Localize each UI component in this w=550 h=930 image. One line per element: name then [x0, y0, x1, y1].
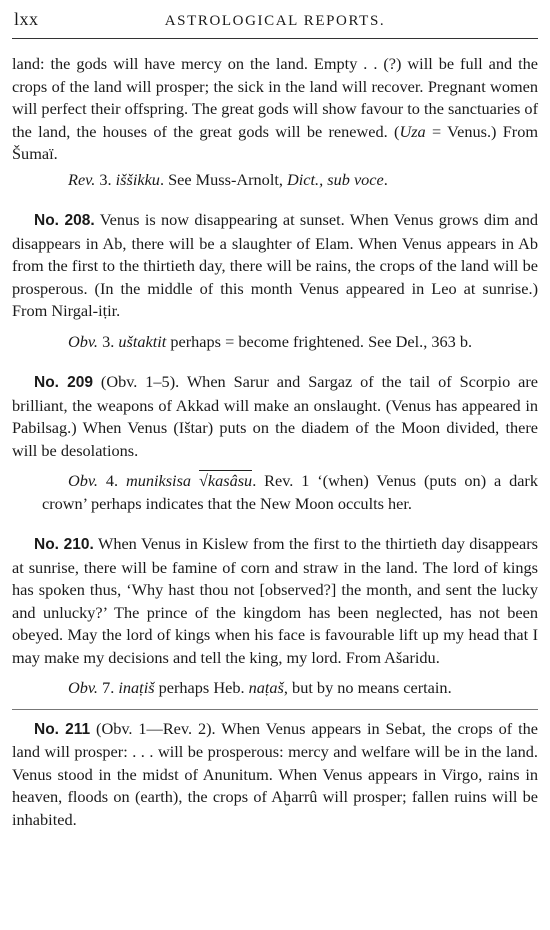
- entry-number: No. 208.: [34, 212, 95, 229]
- entry-number: No. 209: [34, 374, 93, 391]
- paragraph-continued: land: the gods will have mercy on the land. Empty . . (?) will be full and the crops of the land will prosper; the sick in the land will recover. Pregnant women will perfect their offspring. The great gods will show favour to the sanctuaries of the land, the houses of the great gods will be renewed. (Uza = Venus.) From Šumaï.: [12, 54, 539, 163]
- note-obv-3: Obv. 3. uštaktit perhaps = become frightened. See Del., 363 b.: [68, 331, 473, 351]
- section-divider: [12, 709, 538, 710]
- note-obv-7: Obv. 7. inaṭiš perhaps Heb. naṭaš, but by no means certain.: [68, 678, 452, 697]
- entry-208: No. 208. Venus is now disappearing at sunset. When Venus grows dim and disappears in Ab, there will be a slaughter of Elam. When Venus appears in Ab from the first to the thirtieth day, there will be rains, the crops of the land will be prosperous. (In the middle of this month Venus appeared in Leo at sunrise.) From Nirgal-iṭir.: [12, 210, 538, 320]
- entry-number: No. 211: [34, 720, 91, 738]
- entry-number: No. 210.: [34, 536, 94, 553]
- entry-209: No. 209 (Obv. 1–5). When Sarur and Sargaz of the tail of Scorpio are brilliant, the weapons of Akkad will make an onslaught. (Venus has appeared in Pabilsag.) When Venus (Ištar) puts on the diadem of the Moon divided, there will be desolations.: [12, 372, 538, 460]
- note-rev-3: Rev. 3. iššikku. See Muss-Arnolt, Dict., sub voce.: [68, 169, 388, 189]
- root-symbol: √kasâsu: [198, 471, 253, 490]
- running-title: ASTROLOGICAL REPORTS.: [164, 13, 386, 29]
- entry-210: No. 210. When Venus in Kislew from the first to the thirtieth day disappears at sunrise, there will be famine of corn and straw in the land. The lord of kings has spoken thus, ‘Why hast thou not [observed?] the month, and sent the lucky and unlucky?’ The prince of the kingdom has been neglected, has not been obeyed. May the lord of kings when his face is favourable lift up my head that I may make my decisions and tell the king, my lord. From Ašaridu.: [12, 534, 538, 667]
- entry-211: No. 211 (Obv. 1—Rev. 2). When Venus appears in Sebat, the crops of the land will prosper: . . . will be prosperous: mercy and welfare will be in the land. Venus stood in the midst of Anunitum. When Venus appears in Virgo, rains in heaven, floods on (earth), the crops of Aḫarrû will prosper; fallen ruins will be inhabited.: [12, 718, 539, 829]
- note-obv-4: Obv. 4. muniksisa √kasâsu. Rev. 1 ‘(when) Venus (puts on) a dark crown’ perhaps indicates that the New Moon occults her.: [42, 471, 538, 513]
- page-header: [12, 6, 538, 39]
- page-number: lxx: [14, 9, 39, 29]
